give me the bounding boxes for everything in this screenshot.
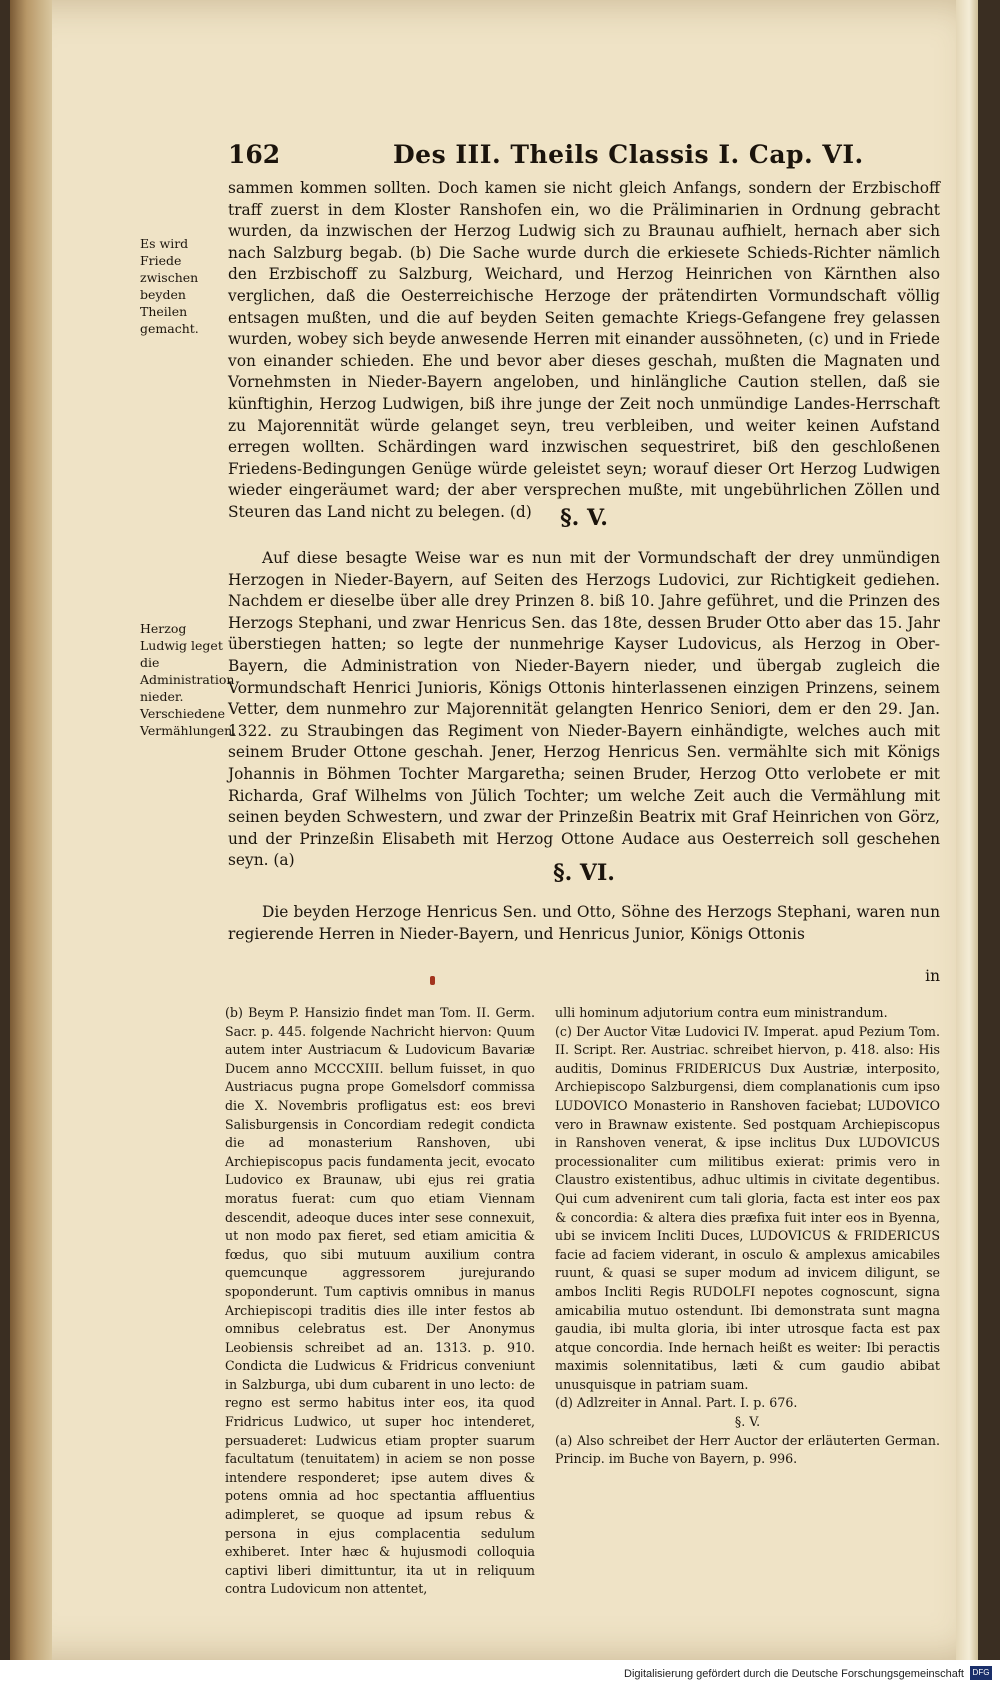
paragraph: sammen kommen sollten. Doch kamen sie nicht gleich Anfangs, sondern der Erzbischoff traff zuerst in dem Kloster Ranshofen ein, wo die Präliminarien in Ordnung gebracht wurden, da inzwischen der Herzog Ludwig sich zu Braunau aufhielt, hernach aber sich nach Salzburg begab. (b) Die Sache wurde durch die erkiesete Schieds-Richter nämlich den Erzbischoff zu Salzburg, Weichard, und Herzog Heinrichen von Kärnthen also verglichen, daß die Oesterreichische Herzoge der prätendirten Vormundschaft völlig entsagen mußten, und die auf beyden Seiten gemachte Kriegs-Gefangene frey gelassen wurden, wobey sich beyde anwesende Herren mit einander aussöhneten, (c) und in Friede von einander schieden. Ehe und bevor aber dieses geschah, mußten die Magnaten und Vornehmsten in Nieder-Bayern angeloben, und hinlängliche Caution stellen, daß sie künftighin, Herzog Ludwigen, biß ihre junge der Zeit noch unmündige Landes-Herrschaft zu Majorennität würde gelanget seyn, treu verbleiben, und weiter keinen Aufstand erregen wollten. Schärdingen ward inzwischen sequestriret, biß den geschloßenen Friedens-Bedingungen Genüge würde geleistet seyn; worauf dieser Ort Herzog Ludwigen wieder eingeräumet ward; der aber versprechen mußte, mit ungebührlichen Zöllen und Steuren das Land nicht zu belegen. (d): [228, 179, 940, 521]
footnote: ulli hominum adjutorium contra eum ministrandum.: [555, 1005, 888, 1020]
footnote-section-label: §. V.: [734, 1414, 761, 1430]
footnote: (c) Der Auctor Vitæ Ludovici IV. Imperat. apud Pezium Tom. II. Script. Rer. Austriac. schreibet hiervon, p. 418. also: His auditis, Dominus FRIDERICUS Dux Austriæ, interposito, Archiepiscopo Salzburgensi, diem complanationis cum ipso LUDOVICO Monasterio in Ranshoven faciebat; LUDOVICO vero in Brawnaw existente. Sed postquam Archiepiscopus in Ranshoven venerat, & ipse inclitus Dux LUDOVICUS processionaliter cum militibus exierat: primis vero in Claustro existentibus, adhuc ultimis in civitate degentibus. Qui cum advenirent cum tali gloria, facta est inter eos pax & concordia: & altera dies præfixa fuit inter eos in Byenna, ubi se invicem Incliti Duces, LUDOVICUS & FRIDERICUS facie ad faciem viderant, in osculo & amplexus amicabiles ruunt, & quasi se super modum ad invicem diligunt, se ambos Incliti Regis RUDOLFI nepotes cognoscunt, signa amicabilia mutuo ostendunt. Ibi demonstrata sunt magna gaudia, ibi multa gloria, ibi inter utrosque facta est pax atque concordia. Inde hernach heißt es weiter: Ibi peractis maximis solennitatibus, læti & cum gaudio abibat unusquisque in patriam suam.: [555, 1023, 940, 1392]
section-heading-v: §. V.: [560, 505, 608, 531]
page-edge: [956, 0, 978, 1660]
paper-speck: [430, 976, 435, 985]
margin-note: Verschiedene Vermählungen.: [140, 706, 237, 738]
funding-credit: Digitalisierung gefördert durch die Deutsche Forschungsgemeinschaft: [624, 1668, 964, 1680]
footer-bar: [0, 1660, 1000, 1687]
dfg-logo: DFG: [970, 1666, 992, 1680]
footnote: (d) Adlzreiter in Annal. Part. I. p. 676.: [555, 1395, 798, 1411]
footnote: (a) Also schreibet der Herr Auctor der erläuterten German. Princip. im Buche von Bayern, p. 996.: [555, 1432, 940, 1467]
footnote: (b) Beym P. Hansizio findet man Tom. II. Germ. Sacr. p. 445. folgende Nachricht hiervon: Quum autem inter Austriacum & Ludovicum Bavariæ Ducem anno MCCCXIII. bellum fuisset, in quo Austriacus pugna prope Gomelsdorf commissa die X. Novembris profligatus est: eos brevi Salisburgensis in Concordiam redegit condicta die ad monasterium Ranshoven, ubi Archiepiscopus pacis fundamenta jecit, evocato Ludovico ex Braunaw, ubi ejus rei gratia moratus fuerat: cum quo etiam Viennam descendit, adeoque duces inter sese connexuit, ut non modo pax fieret, sed etiam amicitia & fœdus, quo sibi mutuum auxilium contra quemcunque aggressorem jurejurando spoponderunt. Tum captivis omnibus in manus Archiepiscopi traditis dies ille inter festos ab omnibus celebratus est. Der Anonymus Leobiensis schreibet ad an. 1313. p. 910. Condicta die Ludwicus & Fridricus conveniunt in Salzburga, ubi dum cubarent in uno lecto: de regno est sermo habitus inter eos, ita quod Fridricus Ludwico, ut super hoc intenderet, persuaderet: Ludwicus etiam propter suarum facultatum (tenuitatem) in aciem se non posse intendere responderet; ipse autem dives & potens omnia ad hoc spectantia affluentius adimpleret, se quoque ad ipsum rebus & persona in ejus complacentia sedulum exhiberet. Inter hæc & hujusmodi colloquia captivi liberi dimittuntur, ita ut in reliquum contra Ludovicum non attentet,: [225, 1005, 535, 1597]
footnotes-right-column: [555, 1004, 940, 1469]
book-spine: [10, 0, 52, 1660]
margin-note: Es wird Friede zwischen beyden Theilen gemacht.: [140, 236, 199, 336]
paragraph: Die beyden Herzoge Henricus Sen. und Otto, Söhne des Herzogs Stephani, waren nun regierende Herren in Nieder-Bayern, und Henricus Junior, Königs Ottonis: [228, 903, 940, 943]
paragraph: Auf diese besagte Weise war es nun mit der Vormundschaft der drey unmündigen Herzogen in Nieder-Bayern, auf Seiten des Herzogs Ludovici, zur Richtigkeit gediehen. Nachdem er dieselbe über alle drey Prinzen 8. biß 10. Jahre geführet, und die Prinzen des Herzogs Stephani, und zwar Henricus Sen. das 18te, dessen Bruder Otto aber das 15. Jahr überstiegen hatten; so legte der nunmehrige Kayser Ludovicus, als Herzog in Ober-Bayern, die Administration von Nieder-Bayern nieder, und übergab zugleich die Vormundschaft Henrici Junioris, Königs Ottonis hinterlassenen einzigen Prinzens, seinem Vetter, dem nunmehro zur Majorennität gelangten Henrico Seniori, dem er den 29. Jan. 1322. zu Straubingen das Regiment von Nieder-Bayern einhändigte, welches auch mit seinem Bruder Ottone geschah. Jener, Herzog Henricus Sen. vermählte sich mit Königs Johannis in Böhmen Tochter Margaretha; seinen Bruder, Herzog Otto verlobete er mit Richarda, Graf Wilhelms von Jülich Tochter; um welche Zeit auch die Vermählung mit seinen beyden Schwestern, und zwar der Prinzeßin Beatrix mit Graf Heinrichen von Görz, und der Prinzeßin Elisabeth mit Herzog Ottone Audace aus Oesterreich soll geschehen seyn. (a): [228, 549, 940, 870]
body-text-top: [228, 178, 940, 524]
section-heading-vi: §. VI.: [553, 860, 615, 886]
running-title: Des III. Theils Classis I. Cap. VI.: [393, 140, 864, 169]
page-number: 162: [228, 140, 281, 169]
margin-note: Herzog Ludwig leget die Administration nieder.: [140, 621, 235, 704]
running-header: [228, 140, 928, 178]
footnotes-left-column: [225, 1004, 535, 1599]
section-v-text: [228, 548, 940, 872]
catchword: in: [925, 967, 940, 985]
section-vi-text: [228, 902, 940, 945]
